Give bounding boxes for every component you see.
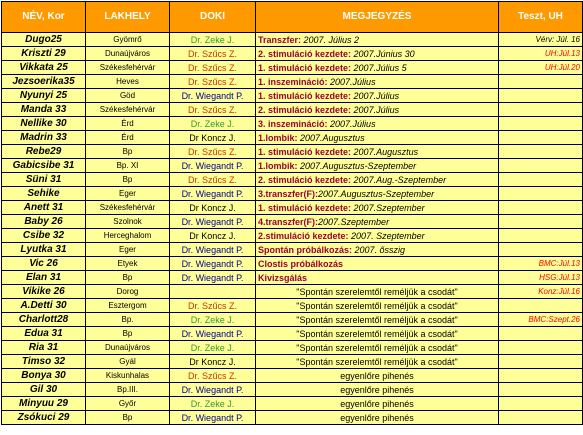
cell-doctor: Dr. Szűcs Z. [170,173,256,187]
note-detail: 2007.Augusztus-Szeptember [318,188,435,199]
table-row [2,397,583,411]
cell-place: Szolnok [86,215,170,229]
cell-note [256,89,499,103]
cell-name: Kriszti 29 [2,47,86,61]
cell-name: Gabicsibe 31 [2,159,86,173]
cell-doctor: Dr Koncz J. [170,355,256,369]
cell-doctor: Dr. Wiegandt P. [170,257,256,271]
cell-doctor: Dr. Szűcs Z. [170,47,256,61]
cell-place: Székesfehérvár [86,103,170,117]
cell-note [256,61,499,75]
note-detail: egyenlőre pihenés [340,412,414,423]
cell-note [256,341,499,355]
cell-test [499,173,583,187]
table-row [2,341,583,355]
cell-place: Bp [86,271,170,285]
cell-place: Heves [86,75,170,89]
cell-test [499,117,583,131]
cell-note [256,285,499,299]
note-detail: 2007.Július [327,118,376,129]
cell-doctor: Dr. Szűcs Z. [170,103,256,117]
note-detail: 2007.Augusztus [351,146,419,157]
cell-note [256,201,499,215]
note-detail: 2007.Szeptember [318,216,390,227]
note-lead: 4.transzfer(F): [258,216,319,227]
note-lead: 1. stimuláció kezdete: [258,90,352,101]
cell-name: A.Detti 30 [2,299,86,313]
cell-test: BMC:Szept.26 [499,313,583,327]
note-detail: 2007.Július [351,90,400,101]
table-row [2,61,583,75]
note-detail: "Spontán szerelemtől reméljük a csodát" [296,356,458,367]
cell-test: Vérv: Júl. 16 [499,33,583,47]
cell-name: Süni 31 [2,173,86,187]
table-row [2,159,583,173]
cell-test [499,89,583,103]
cell-place: Bp [86,173,170,187]
cell-test [499,341,583,355]
cell-test [499,159,583,173]
cell-test: Konz:Júl.16 [499,285,583,299]
cell-doctor: Dr. Wiegandt P. [170,383,256,397]
cell-place: Herceghalom [86,229,170,243]
note-detail: egyenlőre pihenés [340,384,414,395]
note-lead: Spontán próbálkozás: [258,244,353,255]
cell-place: Bp [86,411,170,425]
cell-note [256,131,499,145]
note-lead: Transzfer: [258,34,302,45]
cell-note [256,271,499,285]
cell-name: Edua 31 [2,327,86,341]
cell-place: Gyál [86,355,170,369]
cell-place: Érd [86,131,170,145]
note-detail: "Spontán szerelemtől reméljük a csodát" [296,342,458,353]
cell-name: Bonya 30 [2,369,86,383]
table-row [2,117,583,131]
table-row [2,257,583,271]
cell-doctor: Dr. Wiegandt P. [170,411,256,425]
cell-place: Dorog [86,285,170,299]
cell-test [499,355,583,369]
note-detail: 2007.Július 5 [351,62,407,73]
cell-note [256,47,499,61]
note-detail: 2007.Július [327,76,376,87]
cell-place: Bp. [86,313,170,327]
cell-doctor [170,285,256,299]
table-row [2,369,583,383]
cell-test [499,187,583,201]
patient-table [1,1,583,425]
cell-doctor: Dr Koncz J. [170,201,256,215]
cell-doctor: Dr Koncz J. [170,131,256,145]
cell-place: Etyek [86,257,170,271]
header-note: MEGJEGYZÉS [256,2,499,33]
table-row [2,187,583,201]
cell-test [499,215,583,229]
cell-name: Rebe29 [2,145,86,159]
cell-note [256,397,499,411]
cell-test [499,75,583,89]
table-row [2,75,583,89]
cell-note [256,383,499,397]
cell-name: Nellike 30 [2,117,86,131]
note-detail: egyenlőre pihenés [340,370,414,381]
cell-place: Dunaújváros [86,341,170,355]
table-row [2,47,583,61]
table-row [2,215,583,229]
cell-name: Zsókuci 29 [2,411,86,425]
table-row [2,383,583,397]
note-detail: 2007. Szeptember [348,230,425,241]
cell-place: Székesfehérvár [86,61,170,75]
header-row [2,2,583,33]
cell-test: UH:Júl.13 [499,47,583,61]
cell-name: Vic 26 [2,257,86,271]
cell-place: Bp. XI [86,159,170,173]
table-row [2,131,583,145]
cell-doctor: Dr Koncz J. [170,229,256,243]
table-row [2,285,583,299]
table-row [2,145,583,159]
cell-place: Győr [86,397,170,411]
note-detail: 2007. Július 2 [301,34,360,45]
cell-place: Bp [86,327,170,341]
cell-test [499,383,583,397]
cell-doctor: Dr. Zeke J. [170,33,256,47]
cell-name: Elan 31 [2,271,86,285]
cell-note [256,257,499,271]
cell-name: Minyuu 29 [2,397,86,411]
note-detail: 2007.Június 30 [351,48,415,59]
note-detail: 2007.Augusztus [297,132,365,143]
note-detail: "Spontán szerelemtől reméljük a csodát" [296,314,458,325]
cell-test [499,145,583,159]
cell-place: Eger [86,187,170,201]
cell-test [499,299,583,313]
cell-test [499,397,583,411]
cell-note [256,145,499,159]
cell-name: Nyunyi 25 [2,89,86,103]
cell-note [256,159,499,173]
note-lead: 2. stimuláció kezdete: [258,174,352,185]
cell-test [499,103,583,117]
note-lead: 1. inszemináció: [258,76,328,87]
note-detail: 2007. ősszig [352,244,406,255]
note-detail: "Spontán szerelemtől reméljük a csodát" [296,300,458,311]
header-test: Teszt, UH [499,2,583,33]
note-detail: 2007.Július [351,104,400,115]
cell-place: Gyömrő [86,33,170,47]
cell-note [256,173,499,187]
cell-name: Vikkata 25 [2,61,86,75]
cell-note [256,215,499,229]
cell-doctor: Dr. Wiegandt P. [170,159,256,173]
cell-note [256,33,499,47]
note-detail: "Spontán szerelemtől reméljük a csodát" [296,328,458,339]
cell-note [256,103,499,117]
cell-doctor: Dr. Zeke J. [170,397,256,411]
header-name: NÉV, Kor [2,2,86,33]
cell-name: Csibe 32 [2,229,86,243]
cell-test [499,201,583,215]
note-detail: 2007.Augusztus-Szeptember [297,160,417,171]
cell-test [499,243,583,257]
cell-place: Székesfehérvár [86,201,170,215]
cell-doctor: Dr. Zeke J. [170,341,256,355]
note-lead: 2. stimuláció kezdete: [258,48,352,59]
table-row [2,173,583,187]
cell-place: Érd [86,117,170,131]
cell-place: Bp.III. [86,383,170,397]
cell-test: UH:Júl.20 [499,61,583,75]
table-row [2,313,583,327]
cell-note [256,243,499,257]
cell-name: Ria 31 [2,341,86,355]
table-row [2,271,583,285]
cell-note [256,313,499,327]
cell-name: Madrin 33 [2,131,86,145]
cell-doctor: Dr. Wiegandt P. [170,187,256,201]
table-row [2,89,583,103]
cell-doctor: Dr. Zeke J. [170,313,256,327]
cell-note [256,187,499,201]
table-row [2,355,583,369]
cell-place: Eger [86,243,170,257]
cell-test [499,229,583,243]
cell-test [499,369,583,383]
cell-doctor: Dr. Szűcs Z. [170,61,256,75]
table-row [2,33,583,47]
note-lead: 3.transzfer(F): [258,188,319,199]
table-row [2,411,583,425]
cell-name: Lyutka 31 [2,243,86,257]
cell-note [256,75,499,89]
cell-name: Manda 33 [2,103,86,117]
cell-name: Sehike [2,187,86,201]
cell-doctor: Dr. Wiegandt P. [170,327,256,341]
table-row [2,103,583,117]
table-row [2,299,583,313]
note-lead: 1.lombik: [258,160,298,171]
cell-doctor: Dr. Zeke J. [170,117,256,131]
table-row [2,201,583,215]
cell-doctor: Dr. Wiegandt P. [170,271,256,285]
table-row [2,243,583,257]
cell-name: Timso 32 [2,355,86,369]
note-lead: 3. inszemináció: [258,118,328,129]
cell-name: Dugo25 [2,33,86,47]
cell-place: Göd [86,89,170,103]
cell-name: Anett 31 [2,201,86,215]
cell-test: HSG:Júl.13 [499,271,583,285]
note-lead: 2. stimuláció kezdete: [258,104,352,115]
note-lead: 2.stimuláció kezdete: [258,230,349,241]
cell-doctor: Dr. Wiegandt P. [170,215,256,229]
cell-name: Jezsoerika35 [2,75,86,89]
cell-doctor: Dr. Szűcs Z. [170,145,256,159]
table-row [2,229,583,243]
header-place: LAKHELY [86,2,170,33]
note-lead: 1.lombik: [258,132,298,143]
cell-place: Bp [86,145,170,159]
cell-name: Gil 30 [2,383,86,397]
note-detail: 2007.Szeptember [351,202,425,213]
note-lead: Clostis próbálkozás [258,258,344,269]
cell-place: Dunaújváros [86,47,170,61]
cell-note [256,355,499,369]
note-lead: 1. stimuláció kezdete: [258,62,352,73]
cell-test [499,411,583,425]
note-lead: Kivizsgálás [258,272,308,283]
table-row [2,327,583,341]
cell-name: Charlott28 [2,313,86,327]
cell-note [256,369,499,383]
note-lead: 1. stimuláció kezdete: [258,146,352,157]
cell-doctor: Dr. Szűcs Z. [170,75,256,89]
cell-note [256,327,499,341]
cell-note [256,411,499,425]
note-lead: 1. stimuláció kezdete: [258,202,352,213]
cell-place: Kiskunhalas [86,369,170,383]
cell-doctor: Dr. Szűcs Z. [170,369,256,383]
note-detail: egyenlőre pihenés [340,398,414,409]
cell-doctor: Dr. Wiegandt P. [170,89,256,103]
cell-name: Baby 26 [2,215,86,229]
note-detail: "Spontán szerelemtől reméljük a csodát" [296,286,458,297]
cell-test: BMC:Júl.13 [499,257,583,271]
cell-note [256,117,499,131]
cell-test [499,131,583,145]
header-doctor: DOKI [170,2,256,33]
cell-name: Vikike 26 [2,285,86,299]
cell-doctor: Dr. Wiegandt P. [170,243,256,257]
cell-doctor: Dr. Szűcs Z. [170,299,256,313]
cell-note [256,299,499,313]
cell-place: Esztergom [86,299,170,313]
note-detail: 2007.Aug.-Szeptember [351,174,447,185]
cell-test [499,327,583,341]
cell-note [256,229,499,243]
